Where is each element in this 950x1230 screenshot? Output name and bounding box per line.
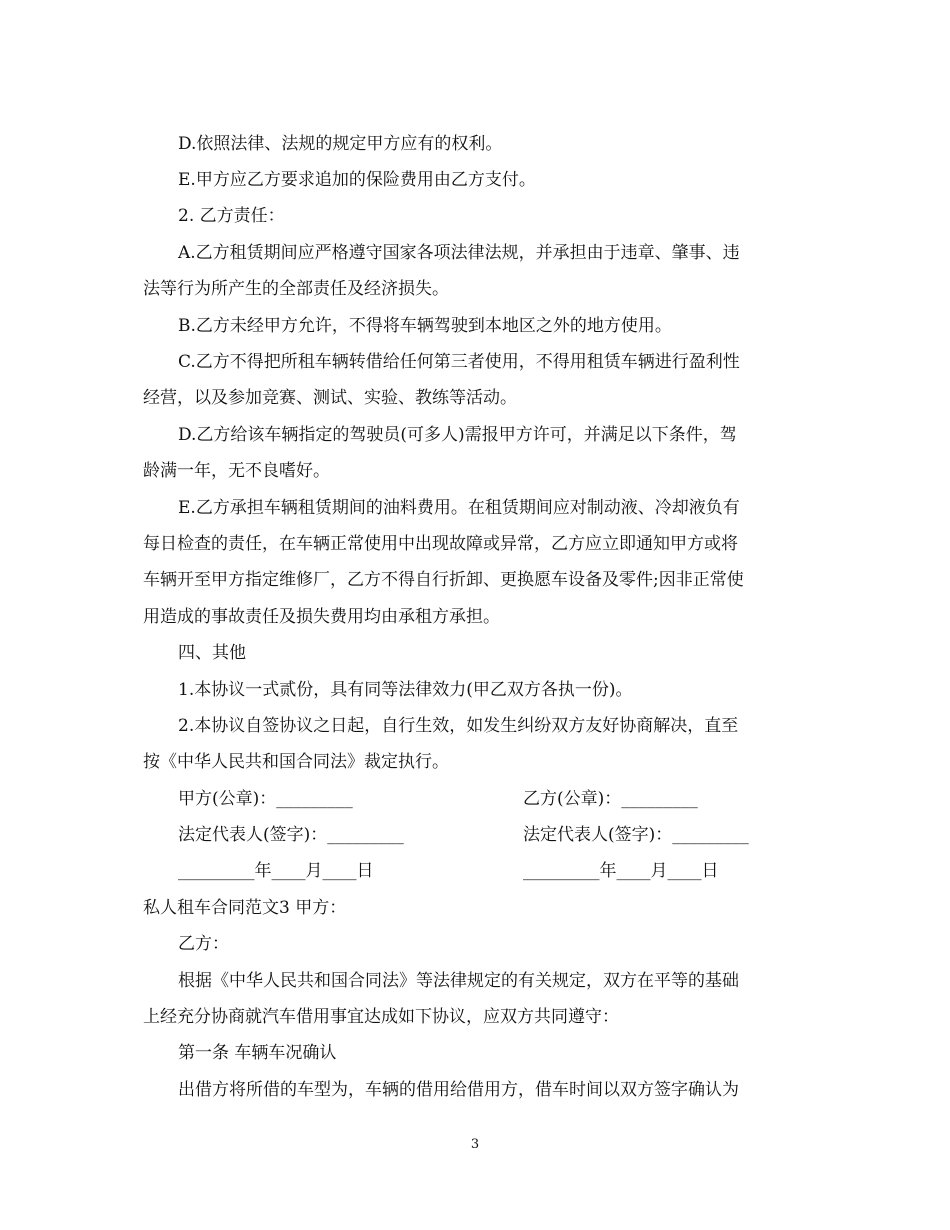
contract-title-line: 私人租车合同范文3 甲方： [143,898,347,918]
party-b-seal-field: 乙方(公章)：_________ [523,789,698,809]
party-a-seal-field: 甲方(公章)：_________ [178,789,353,809]
paragraph: 出借方将所借的车型为，车辆的借用给借用方，借车时间以双方签字确认为 [178,1080,739,1100]
paragraph: 2.本协议自签协议之日起，自行生效，如发生纠纷双方友好协商解决，直至 [178,716,739,736]
paragraph: E.乙方承担车辆租赁期间的油料费用。在租赁期间应对制动液、冷却液负有 [178,498,740,518]
article-heading: 第一条 车辆车况确认 [178,1043,337,1063]
paragraph: D.依照法律、法规的规定甲方应有的权利。 [178,134,503,154]
paragraph-continuation: 龄满一年，无不良嗜好。 [143,461,330,481]
paragraph-continuation: 上经充分协商就汽车借用事宜达成如下协议，应双方共同遵守： [143,1007,619,1027]
paragraph: 根据《中华人民共和国合同法》等法律规定的有关规定，双方在平等的基础 [178,971,739,991]
section-heading: 2. 乙方责任： [178,206,285,226]
paragraph: D.乙方给该车辆指定的驾驶员(可多人)需报甲方许可，并满足以下条件，驾 [178,425,737,445]
paragraph: C.乙方不得把所租车辆转借给任何第三者使用，不得用租赁车辆进行盈利性 [178,352,740,372]
party-a-date-field: _________年____月____日 [178,861,374,881]
party-b-representative-field: 法定代表人(签字)：_________ [523,825,749,845]
paragraph-continuation: 经营，以及参加竞赛、测试、实验、教练等活动。 [143,388,517,408]
paragraph: 1.本协议一式贰份，具有同等法律效力(甲乙双方各执一份)。 [178,680,633,700]
paragraph-continuation: 车辆开至甲方指定维修厂，乙方不得自行折卸、更换愿车设备及零件;因非正常使 [143,570,744,590]
paragraph-continuation: 按《中华人民共和国合同法》裁定执行。 [143,752,449,772]
paragraph: E.甲方应乙方要求追加的保险费用由乙方支付。 [178,170,536,190]
section-heading: 四、其他 [178,643,246,663]
paragraph-continuation: 用造成的事故责任及损失费用均由承租方承担。 [143,607,500,627]
paragraph-continuation: 每日检查的责任，在车辆正常使用中出现故障或异常，乙方应立即通知甲方或将 [143,534,738,554]
page-number: 3 [470,1137,480,1152]
party-b-label: 乙方： [178,934,229,954]
paragraph: A.乙方租赁期间应严格遵守国家各项法律法规，并承担由于违章、肇事、违 [178,243,740,263]
party-a-representative-field: 法定代表人(签字)：_________ [178,825,404,845]
paragraph-continuation: 法等行为所产生的全部责任及经济损失。 [143,279,449,299]
party-b-date-field: _________年____月____日 [523,861,719,881]
paragraph: B.乙方未经甲方允许，不得将车辆驾驶到本地区之外的地方使用。 [178,316,672,336]
